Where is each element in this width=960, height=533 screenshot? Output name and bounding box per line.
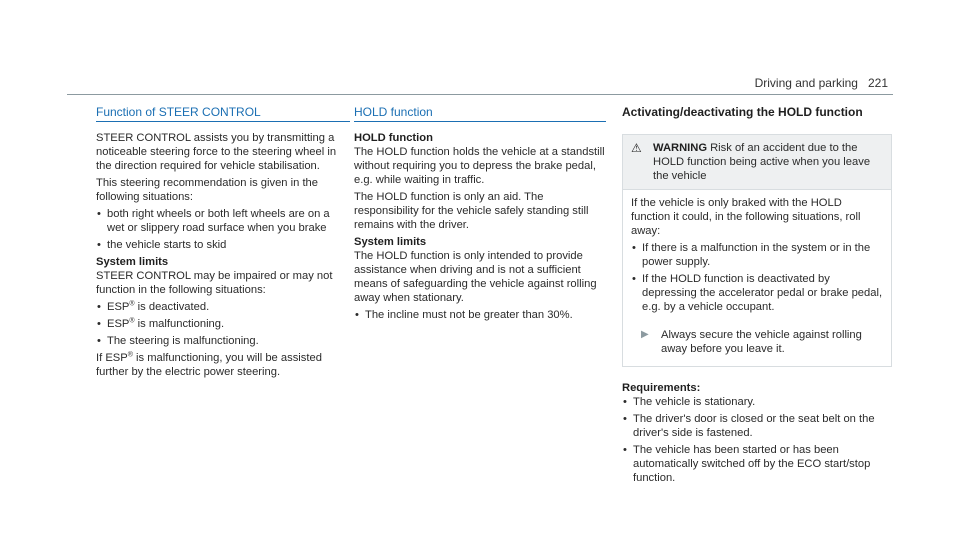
tip-text: Always secure the vehicle against rolling away before you leave it. <box>661 329 862 355</box>
hold-para1: The HOLD function holds the vehicle at a standstill without requiring you to depress the brake pedal, e.g. while waiting in traffic. <box>354 146 605 186</box>
list-item: • The driver's door is closed or the seat belt on the driver's side is fastened. <box>622 412 892 440</box>
tip <box>631 328 883 356</box>
list-item: • If there is a malfunction in the system or in the power supply. <box>631 241 883 269</box>
column-hold-function <box>354 104 606 325</box>
esp-item-text: is deactivated. <box>137 301 210 313</box>
column-steer-control <box>96 104 350 382</box>
requirements-list <box>622 395 892 485</box>
steer-control-para2: This steering recommendation is given in the following situations: <box>96 177 318 203</box>
play-arrow-icon: ▶ <box>641 329 649 340</box>
page-number: 221 <box>867 76 888 90</box>
limits-list <box>96 300 350 348</box>
requirements <box>622 381 892 485</box>
warning-header <box>623 135 891 190</box>
list-item: • The incline must not be greater than 30%. <box>354 308 606 322</box>
list-item: • The vehicle has been started or has been automatically switched off by the ECO start/stop function. <box>622 443 892 485</box>
warning-text: Risk of an accident due to the HOLD function being active when you leave the vehicle <box>653 142 871 182</box>
requirements-heading: Requirements: <box>622 382 701 394</box>
warning-box <box>622 134 892 367</box>
esp-word: ESP <box>107 318 130 330</box>
hold-para2: The HOLD function is only an aid. The responsibility for the vehicle safely standing still remains with the driver. <box>354 191 589 231</box>
registered-mark: ® <box>129 300 135 308</box>
list-item: • both right wheels or both left wheels are on a wet or slippery road surface when you brake <box>96 207 350 235</box>
column-activating-hold <box>622 104 892 488</box>
list-item: • the vehicle starts to skid <box>96 238 350 252</box>
list-item: • The vehicle is stationary. <box>622 395 892 409</box>
steer-control-heading: Function of STEER CONTROL <box>96 104 350 122</box>
warning-list <box>631 241 883 314</box>
limits-intro: STEER CONTROL may be impaired or may not function in the following situations: <box>96 270 333 296</box>
warning-para: If the vehicle is only braked with the HOLD function it could, in the following situations, roll away: <box>631 197 861 237</box>
warning-label: WARNING <box>653 142 708 154</box>
registered-mark: ® <box>127 351 133 359</box>
esp-item-text: is malfunctioning. <box>137 318 225 330</box>
warning-triangle-icon: ⚠ <box>631 141 642 155</box>
hold-limits-list <box>354 308 606 322</box>
hold-function-heading: HOLD function <box>354 104 606 122</box>
warning-body <box>623 190 891 366</box>
section-title: Driving and parking <box>754 76 858 90</box>
list-item: • If the HOLD function is deactivated by depressing the accelerator pedal or brake pedal, e.g. by a vehicle occupant. <box>631 272 883 314</box>
list-item <box>96 300 350 314</box>
steer-control-para1: STEER CONTROL assists you by transmitting a noticeable steering force to the steering wheel in the direction required for vehicle stabilisation. <box>96 132 337 172</box>
situations-list <box>96 207 350 252</box>
esp-word: ESP <box>107 301 130 313</box>
hold-para3: The HOLD function is only intended to provide assistance when driving and is not a sufficient means of safeguarding the vehicle against rolling away when stationary. <box>354 250 597 304</box>
list-item: • The steering is malfunctioning. <box>96 334 350 348</box>
esp-footer: If ESP® is malfunctioning, you will be assisted further by the electric power steering. <box>96 351 322 378</box>
page-header <box>755 76 888 90</box>
hold-subheading: HOLD function <box>354 132 433 144</box>
list-item <box>96 317 350 331</box>
system-limits-heading: System limits <box>96 256 169 268</box>
header-divider <box>67 94 893 95</box>
activating-heading: Activating/deactivating the HOLD function <box>622 105 863 119</box>
system-limits-heading: System limits <box>354 236 427 248</box>
registered-mark: ® <box>129 317 135 325</box>
